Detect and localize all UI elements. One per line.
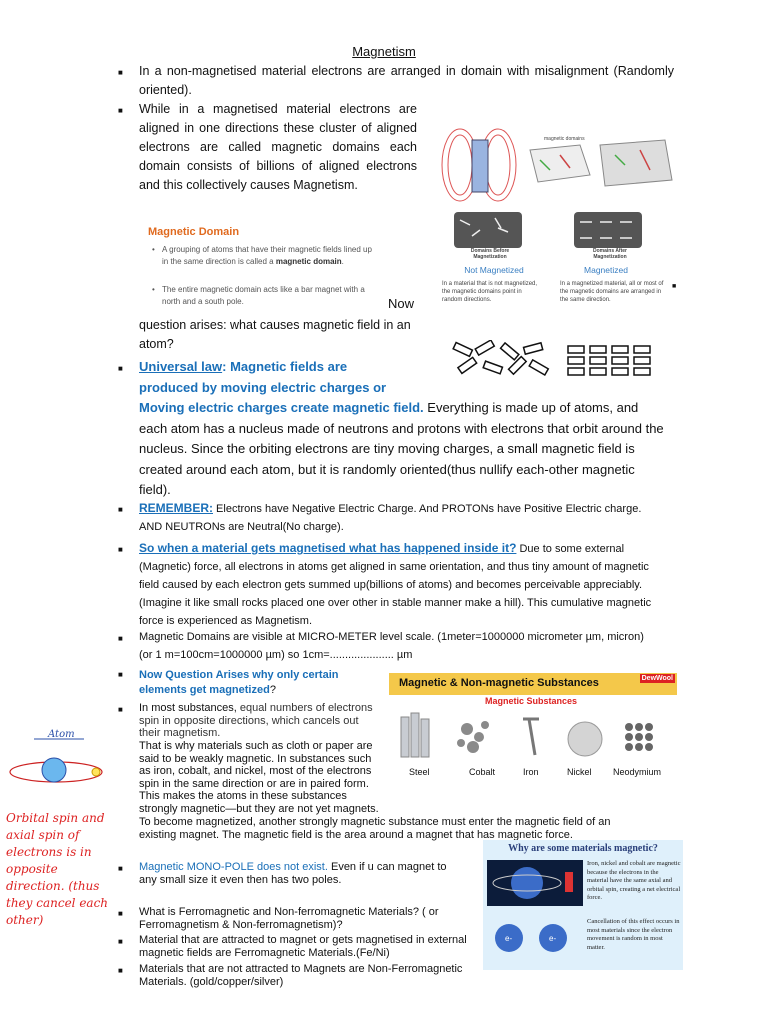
- svg-text:e-: e-: [505, 934, 513, 943]
- para-magnetised: While in a magnetised material electrons are aligned in one directions these cluster of aligned electrons are called magnetic domains each domain consists of billions of aligned electrons and this collectively causes Magnetism.: [139, 102, 417, 192]
- why-magnetic-figure: Why are some materials magnetic? e- e- Iron, nickel and cobalt are magnetic because the electrons in the material have the same axial and orbital spin, creating a net electrical force. Cancellation of this effect occurs in most materials since the electron movement is random in most matter.: [483, 840, 683, 970]
- atom-diagrams: [487, 860, 583, 968]
- svg-text:e-: e-: [549, 934, 557, 943]
- handwritten-note: Orbital spin and axial spin of electrons is in opposite direction. (thus they cancel each other): [6, 811, 109, 927]
- bullet: ■: [118, 670, 123, 679]
- to-become-text: To become magnetized, another strongly magnetic substance must enter the magnetic field of an existing magnet. The magnetic field is the area around a magnet that has magnetic force.: [139, 816, 611, 841]
- question-text: question arises: what causes magnetic field in an atom?: [139, 318, 411, 351]
- page-title: Magnetism: [352, 44, 416, 59]
- now-question-text: Now Question Arises why only certain elements get magnetized?: [139, 669, 339, 696]
- bullet: ■: [118, 634, 123, 643]
- domain-bar-magnet: • The entire magnetic domain acts like a bar magnet with a north and a south pole.: [152, 285, 365, 306]
- remember-text: REMEMBER: Electrons have Negative Electric Charge. And PROTONs have Positive Electric charge. AND NEUTRONs are Neutral(No charge).: [139, 501, 642, 533]
- ferro-question: What is Ferromagnetic and Non-ferromagnetic Materials? ( or Ferromagnetism & Non-ferromagnetism)?: [139, 906, 439, 931]
- handwritten-atom-sketch: [4, 724, 134, 784]
- universal-law-text: Moving electric charges create magnetic field. Everything is made up of atoms, and each atom has a nucleus made of neutrons and protons with electrons that orbit around the nucleus. Since the orbiting electrons are tiny moving charges, a small magnetic field is created around each atom, but it is randomly oriented(thus nullify each-other magnetic field).: [139, 400, 664, 497]
- most-substances-text: In most substances, equal numbers of electrons spin in opposite directions, which cancels out their magnetism.: [139, 702, 373, 739]
- domain-figure: magnetic domains Domains Before Magnetization Domains After Magnetization Not Magnetized Magnetized In a material that is not magnetized, the magnetic domains point in random directions. In a magnetized material, all or most of the magnetic domains are arranged in the same direction.: [440, 120, 680, 320]
- bullet: ■: [672, 283, 677, 290]
- substances-figure: Magnetic & Non-magnetic Substances DewWool Magnetic Substances Steel Cobalt Iron Nickel Neodymium: [389, 673, 677, 783]
- domain-def: • A grouping of atoms that have their magnetic fields lined up in the same direction is called a magnetic domain.: [152, 245, 372, 266]
- atom-label: Atom: [48, 729, 75, 740]
- so-when-text: So when a material gets magnetised what has happened inside it? Due to some external (Magnetic) force, all electrons in atoms get aligned in same orientation, and thus tiny amount of magnetic field caused by each electron gets summed up(billions of atoms) and becomes perceivable appreciably. (Imagine it like small rocks placed one over other in stable manner make a hill). This cumulative magnetic force is experienced as Magnetism.: [139, 541, 652, 627]
- magnetic-domain-box: [140, 222, 385, 312]
- bullet: ■: [118, 864, 123, 873]
- ferro-answer: Material that are attracted to magnet or gets magnetised in external magnetic fields are Ferromagnetic Materials.(Fe/Ni): [139, 934, 467, 959]
- bullet: ■: [118, 68, 123, 77]
- universal-law-head: Universal law: Magnetic fields are produced by moving electric charges or: [139, 359, 387, 395]
- most-substances-text-2: That is why materials such as cloth or paper are said to be weakly magnetic. In substances such as iron, cobalt, and nickel, most of the electrons spin in the same direction or are in paired form. This makes the atoms in these substances strongly magnetic—but they are not yet magnets.: [139, 740, 379, 815]
- substance-images: [389, 707, 677, 765]
- bullet: ■: [118, 364, 123, 373]
- bullet: ■: [118, 505, 123, 514]
- domains-visible-text: Magnetic Domains are visible at MICRO-METER level scale. (1meter=1000000 micrometer µm, micron) (or 1 m=100cm=1000000 µm) so 1cm=..................... µm: [139, 631, 644, 661]
- nonferro-text: Materials that are not attracted to Magnets are Non-Ferromagnetic Materials. (gold/copper/silver): [139, 963, 463, 988]
- bullet: ■: [118, 966, 123, 975]
- bullet: ■: [118, 106, 123, 115]
- random-aligned-magnets-figure: [446, 340, 666, 378]
- bullet: ■: [118, 909, 123, 918]
- bullet: ■: [118, 545, 123, 554]
- bullet: ■: [118, 705, 123, 714]
- para-non-magnetised: In a non-magnetised material electrons are arranged in domain with misalignment (Randomly oriented).: [139, 64, 674, 97]
- monopole-text: Magnetic MONO-POLE does not exist. Even if u can magnet to any small size it even then has two poles.: [139, 861, 447, 886]
- magnetic-domain-title: Magnetic Domain: [148, 226, 240, 238]
- brand-badge: DewWool: [641, 675, 673, 682]
- bullet: ■: [118, 937, 123, 946]
- now-text: Now: [388, 296, 415, 311]
